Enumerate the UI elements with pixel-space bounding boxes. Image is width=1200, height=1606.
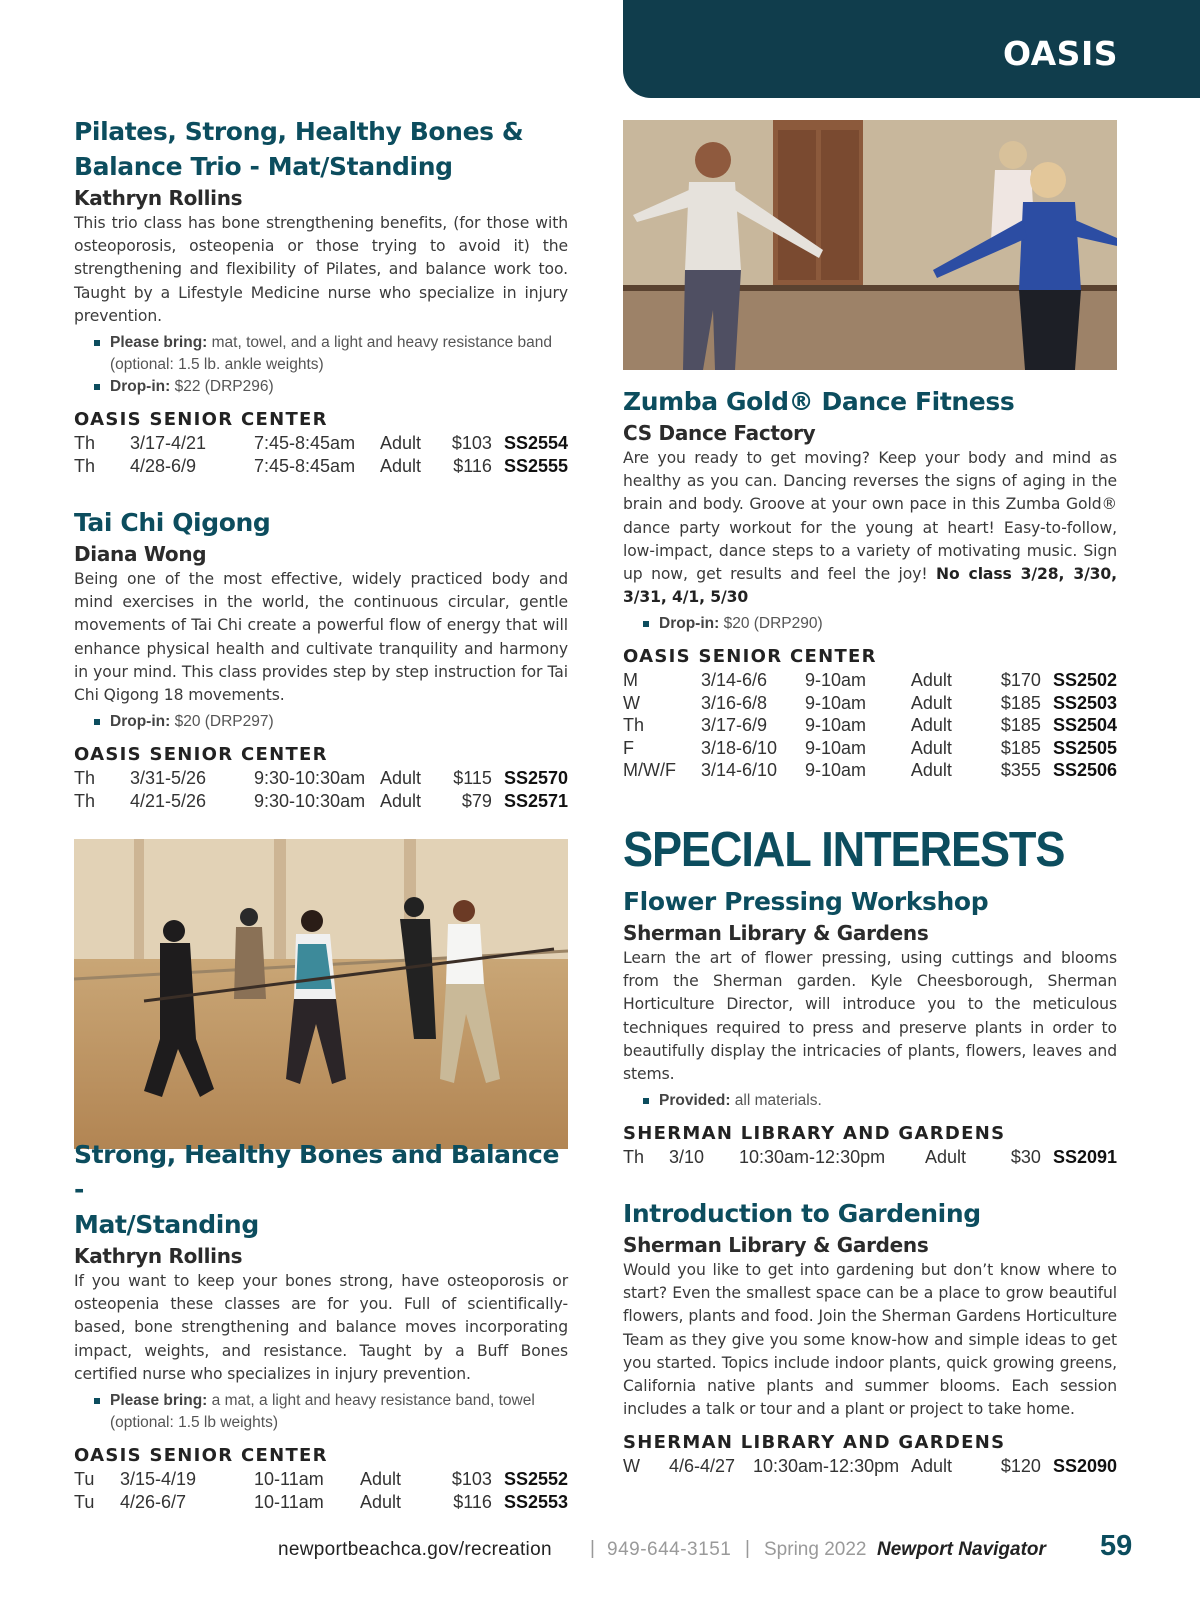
bullet-item [94, 332, 568, 376]
schedule-code: SS2504 [1052, 715, 1117, 736]
footer-magazine-title: Newport Navigator [877, 1539, 1046, 1560]
schedule-dates: 4/21-5/26 [130, 790, 207, 811]
course-tai-chi [74, 505, 568, 812]
schedule-price: $115 [453, 768, 492, 789]
schedule-dates: 3/18-6/10 [700, 737, 778, 758]
schedule-time: 9-10am [804, 715, 866, 736]
schedule-row [74, 1491, 568, 1514]
bullet-item [94, 1390, 568, 1434]
schedule-age: Adult [380, 455, 422, 476]
course-zumba-gold [623, 384, 1117, 782]
course-title-line: Balance Trio - Mat/Standing [74, 152, 453, 181]
schedule-age: Adult [380, 433, 422, 454]
course-title [74, 1137, 568, 1242]
course-description: If you want to keep your bones strong, have osteoporosis or osteopenia these classes are for you. Full of scientifically-based, bone strengthening and balance moves incorporating impact, weights, and resistance. Taught by a Buff Bones certified nurse who specializes in injury prevention. [74, 1272, 568, 1383]
schedule-row [623, 669, 1117, 692]
schedule-day: W [623, 1456, 640, 1477]
schedule-row [623, 692, 1117, 715]
schedule-row [623, 1455, 1117, 1478]
course-description: This trio class has bone strengthening benefits, (for those with osteoporosis, osteopenia or those trying to avoid it) the strengthening and flexibility of Pilates, and balance work too. Taught by a Lifestyle Medicine nurse who specialize in injury prevention. [74, 214, 568, 325]
course-title [74, 114, 568, 184]
bullet-label: Drop-in: [659, 615, 720, 633]
course-title-line: Mat/Standing [74, 1210, 259, 1239]
schedule-age: Adult [910, 670, 952, 691]
schedule-age: Adult [910, 737, 952, 758]
page-footer [0, 1530, 1200, 1570]
course-title-line: Strong, Healthy Bones and Balance - [74, 1140, 559, 1204]
course-title: Introduction to Gardening [623, 1199, 981, 1228]
schedule-dates: 4/6-4/27 [669, 1456, 736, 1477]
schedule-age: Adult [911, 1456, 953, 1477]
schedule-price: $355 [1000, 760, 1041, 781]
course-description: Learn the art of flower pressing, using cuttings and blooms from the Sherman garden. Kyle Cheesborough, Sherman Horticulture Director, will introduce you to the meticulous techniques required to press and preserve plants in order to beautifully display the intricacies of plants, flowers, leaves and stems. [623, 949, 1117, 1084]
bullet-item [94, 376, 568, 398]
schedule-time: 9:30-10:30am [254, 790, 366, 811]
course-description-text: Are you ready to get moving? Keep your body and mind as healthy as you can. Dancing reverses the signs of aging in the brain and body. Groove at your own pace in this Zumba Gold® dance party workout for the young at heart! Easy-to-follow, low-impact, dance steps to a variety of motivating music. Sign up now, get results and feel the joy! [623, 449, 1117, 584]
schedule-table [623, 1146, 1117, 1169]
course-title: Flower Pressing Workshop [623, 887, 989, 916]
schedule-code: SS2555 [503, 455, 568, 476]
bullet-label: Drop-in: [110, 713, 171, 731]
schedule-row [623, 737, 1117, 760]
schedule-day: Th [74, 768, 96, 789]
instructor-name: CS Dance Factory [623, 421, 816, 445]
schedule-price: $30 [1010, 1147, 1041, 1168]
bullet-item [643, 1090, 1117, 1112]
schedule-day: M [623, 670, 638, 691]
course-flower-pressing [623, 884, 1117, 1169]
schedule-age: Adult [910, 692, 952, 713]
schedule-table [74, 1468, 568, 1513]
bullet-text: mat, towel, and a light and heavy resistance band (optional: 1.5 lb. ankle weights) [110, 334, 552, 374]
schedule-dates: 3/17-6/9 [700, 715, 768, 736]
schedule-price: $116 [453, 1491, 492, 1512]
instructor-name: Sherman Library & Gardens [623, 921, 929, 945]
location-heading: OASIS SENIOR CENTER [74, 409, 328, 431]
schedule-dates: 3/14-6/6 [700, 670, 768, 691]
schedule-day: Tu [74, 1469, 95, 1490]
schedule-table [74, 432, 568, 477]
schedule-table [623, 1455, 1117, 1478]
schedule-age: Adult [380, 768, 422, 789]
schedule-dates: 4/28-6/9 [130, 455, 197, 476]
schedule-table [74, 767, 568, 812]
course-description: Being one of the most effective, widely practiced body and mind exercises in the world, the continuous circular, gentle movements of Tai Chi create a powerful flow of energy that will enhance physical health and cultivate tranquility and harmony in your mind. This class provides step by step instruction for Tai Chi Qigong 18 movements. [74, 570, 568, 705]
schedule-day: Th [74, 790, 96, 811]
schedule-age: Adult [360, 1491, 402, 1512]
schedule-code: SS2503 [1052, 692, 1117, 713]
schedule-time: 9-10am [804, 692, 866, 713]
location-heading: OASIS SENIOR CENTER [74, 1445, 328, 1467]
schedule-row [74, 455, 568, 478]
schedule-row [623, 759, 1117, 782]
bullet-item [643, 613, 1117, 635]
schedule-price: $120 [1000, 1456, 1041, 1477]
schedule-dates: 3/15-4/19 [120, 1469, 197, 1490]
location-heading: OASIS SENIOR CENTER [74, 744, 328, 766]
schedule-row [623, 714, 1117, 737]
schedule-time: 7:45-8:45am [254, 433, 356, 454]
course-title: Zumba Gold® Dance Fitness [623, 387, 1015, 416]
footer-phone: 949-644-3151 [607, 1539, 732, 1560]
schedule-day: F [623, 737, 634, 758]
bullet-text: all materials. [730, 1092, 822, 1110]
schedule-price: $185 [1000, 737, 1041, 758]
bullet-label: Provided: [659, 1092, 731, 1110]
footer-separator: | [590, 1538, 595, 1559]
zumba-photo [623, 120, 1117, 370]
schedule-price: $185 [1000, 692, 1041, 713]
schedule-age: Adult [925, 1147, 967, 1168]
schedule-time: 10:30am-12:30pm [753, 1456, 900, 1477]
schedule-time: 9-10am [804, 670, 866, 691]
schedule-code: SS2553 [503, 1491, 568, 1512]
course-bullets [94, 1390, 568, 1434]
course-description [623, 447, 1117, 609]
schedule-day: Th [623, 1147, 645, 1168]
location-heading: SHERMAN LIBRARY AND GARDENS [623, 1123, 1006, 1145]
schedule-code: SS2552 [503, 1469, 568, 1490]
schedule-table [623, 669, 1117, 782]
schedule-price: $170 [1000, 670, 1041, 691]
bullet-text: $22 (DRP296) [170, 378, 274, 396]
course-strong-bones [74, 1137, 568, 1513]
tai-chi-photo-image [74, 839, 568, 1149]
course-bullets [643, 1090, 1117, 1112]
location-heading: SHERMAN LIBRARY AND GARDENS [623, 1432, 1006, 1454]
zumba-photo-image [623, 120, 1117, 370]
schedule-dates: 3/10 [669, 1147, 705, 1168]
schedule-code: SS2505 [1052, 737, 1117, 758]
bullet-label: Please bring: [110, 1392, 208, 1410]
schedule-time: 10:30am-12:30pm [739, 1147, 886, 1168]
schedule-dates: 3/16-6/8 [700, 692, 768, 713]
instructor-name: Sherman Library & Gardens [623, 1233, 929, 1257]
course-description: Would you like to get into gardening but don’t know where to start? Even the smallest space can be a place to grow beautiful flowers, plants and food. Join the Sherman Gardens Horticulture Team as they give you some know-how and simple ideas to get you started. Topics include indoor plants, quick growing greens, California native plants and summer blooms. Each session includes a talk or tour and a plant or project to take home. [623, 1261, 1117, 1419]
schedule-row [74, 432, 568, 455]
course-intro-gardening [623, 1196, 1117, 1478]
footer-separator: | [745, 1538, 750, 1559]
course-title-line: Pilates, Strong, Healthy Bones & [74, 117, 524, 146]
schedule-row [623, 1146, 1117, 1169]
schedule-row [74, 790, 568, 813]
schedule-age: Adult [380, 790, 422, 811]
page-number: 59 [1100, 1530, 1133, 1562]
schedule-dates: 3/14-6/10 [700, 760, 778, 781]
schedule-dates: 3/17-4/21 [130, 433, 207, 454]
course-title: Tai Chi Qigong [74, 508, 271, 537]
schedule-time: 9-10am [804, 737, 866, 758]
schedule-price: $79 [461, 790, 492, 811]
schedule-price: $116 [453, 455, 492, 476]
course-bullets [643, 613, 1117, 635]
bullet-text: $20 (DRP297) [170, 713, 274, 731]
schedule-day: Th [623, 715, 645, 736]
course-pilates-trio [74, 114, 568, 477]
schedule-time: 10-11am [254, 1491, 324, 1512]
section-tab-label: OASIS [1002, 34, 1118, 73]
schedule-price: $185 [1000, 715, 1041, 736]
bullet-text: a mat, a light and heavy resistance band, towel (optional: 1.5 lb weights) [110, 1392, 535, 1432]
schedule-time: 9:30-10:30am [254, 768, 366, 789]
no-class-notice: No class 3/28, 3/30, 3/31, 4/1, 5/30 [623, 565, 1117, 607]
schedule-code: SS2506 [1052, 760, 1117, 781]
location-heading: OASIS SENIOR CENTER [623, 646, 877, 668]
schedule-dates: 3/31-5/26 [130, 768, 207, 789]
bullet-label: Drop-in: [110, 378, 171, 396]
bullet-text: $20 (DRP290) [719, 615, 823, 633]
schedule-day: Th [74, 455, 96, 476]
course-bullets [94, 711, 568, 733]
schedule-day: Tu [74, 1491, 95, 1512]
schedule-code: SS2554 [503, 433, 568, 454]
course-bullets [94, 332, 568, 398]
bullet-item [94, 711, 568, 733]
footer-season: Spring 2022 [764, 1539, 867, 1560]
schedule-day: Th [74, 433, 96, 454]
schedule-dates: 4/26-6/7 [120, 1491, 187, 1512]
footer-url-link[interactable]: newportbeachca.gov/recreation [278, 1539, 552, 1560]
schedule-code: SS2571 [503, 790, 568, 811]
instructor-name: Kathryn Rollins [74, 1244, 243, 1268]
special-interests-section [623, 822, 1117, 878]
schedule-age: Adult [910, 715, 952, 736]
schedule-code: SS2091 [1052, 1147, 1117, 1168]
schedule-price: $103 [451, 1469, 492, 1490]
schedule-code: SS2570 [503, 768, 568, 789]
section-heading: SPECIAL INTERESTS [623, 823, 1065, 877]
bullet-label: Please bring: [110, 334, 208, 352]
instructor-name: Kathryn Rollins [74, 186, 243, 210]
schedule-age: Adult [910, 760, 952, 781]
schedule-day: W [623, 692, 640, 713]
tai-chi-photo [74, 839, 568, 1149]
schedule-code: SS2502 [1052, 670, 1117, 691]
schedule-time: 7:45-8:45am [254, 455, 356, 476]
schedule-row [74, 767, 568, 790]
schedule-day: M/W/F [623, 760, 676, 781]
section-tab [623, 0, 1200, 98]
instructor-name: Diana Wong [74, 542, 207, 566]
schedule-row [74, 1468, 568, 1491]
schedule-price: $103 [451, 433, 492, 454]
schedule-code: SS2090 [1052, 1456, 1117, 1477]
schedule-time: 9-10am [804, 760, 866, 781]
schedule-age: Adult [360, 1469, 402, 1490]
schedule-time: 10-11am [254, 1469, 324, 1490]
